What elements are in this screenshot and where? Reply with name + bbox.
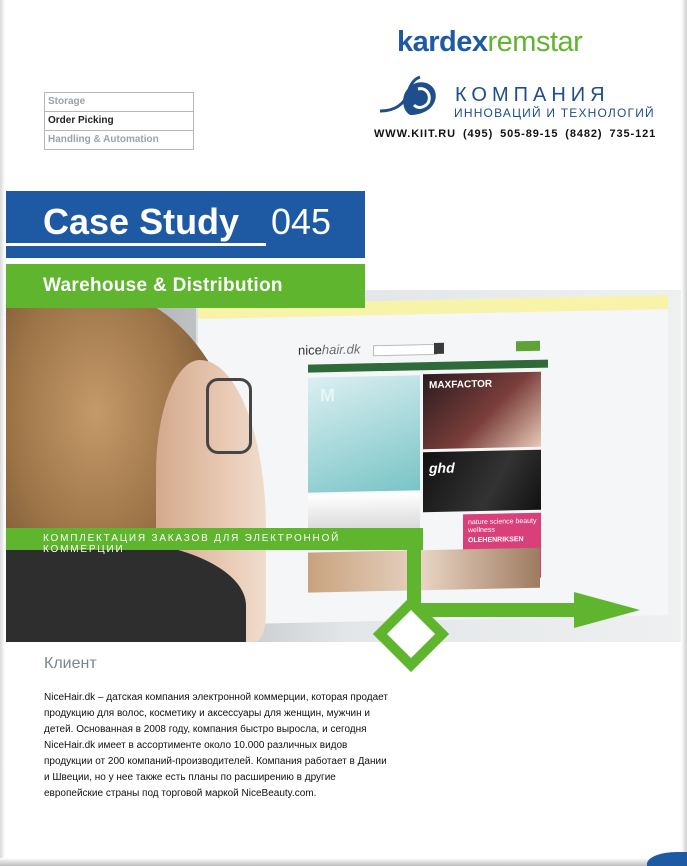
website-search-box	[373, 344, 437, 356]
promo-tile-haircare: M	[308, 375, 420, 492]
case-study-number: 045	[271, 201, 332, 242]
category-nav	[44, 92, 194, 150]
contact-line: WWW.KIIT.RU (495) 505-89-15 (8482) 735-121	[374, 128, 657, 140]
promo-tile-maxfactor: MAXFACTOR	[423, 372, 541, 449]
arrow-head-icon	[574, 592, 640, 628]
topic-banner-label: КОМПЛЕКТАЦИЯ ЗАКАЗОВ ДЛЯ ЭЛЕКТРОННОЙ КОММЕРЦИИ	[43, 533, 341, 555]
website-logo: nicehair.dk	[298, 341, 361, 358]
page-edge-left	[0, 0, 5, 866]
client-description: NiceHair.dk – датская компания электронной коммерции, которая продает продукцию для волос, косметику и аксессуары для женщин, мужчин и детей. Основанная в 2008 году, компания быстро выросла, и сегодня NiceHair.dk имеет в ассортименте около 10.000 различных видов продукции от 200 компаний-производителей. Компания работает в Дании и Швеции, но у нее также есть планы по расширению в другие европейские страны под торговой маркой NiceBeauty.com.	[44, 692, 388, 799]
sector-band	[6, 264, 365, 308]
sector-title: Warehouse & Distribution	[43, 275, 283, 296]
promo-tile-olehenriksen: nature science beauty wellness OLEHENRIKSEN	[463, 513, 541, 580]
website-search-button	[434, 343, 444, 354]
promo-tile-ghd: ghd	[423, 450, 541, 512]
kiit-logo-icon	[374, 75, 442, 117]
nav-item-handling-automation[interactable]: Handling & Automation	[48, 134, 159, 145]
client-heading: Клиент	[44, 655, 97, 672]
kiit-company-name: КОМПАНИЯ	[455, 84, 610, 106]
website-nav-bar	[308, 360, 548, 373]
website-basket-button	[516, 341, 540, 352]
topic-banner	[6, 528, 423, 555]
nav-item-storage[interactable]: Storage	[45, 93, 193, 112]
page-edge-right	[681, 0, 687, 866]
kiit-company-subtitle: ИННОВАЦИЙ И ТЕХНОЛОГИЙ	[454, 106, 655, 120]
nav-item-order-picking[interactable]: Order Picking	[45, 112, 193, 131]
title-underline	[6, 243, 266, 246]
case-study-title: Case Study	[43, 201, 240, 242]
page-edge-bottom	[0, 858, 687, 866]
kardex-remstar-logo: kardexremstar	[397, 26, 583, 58]
page-corner-accent	[647, 852, 687, 866]
glasses-icon	[206, 378, 252, 454]
case-study-title-band	[6, 191, 365, 258]
